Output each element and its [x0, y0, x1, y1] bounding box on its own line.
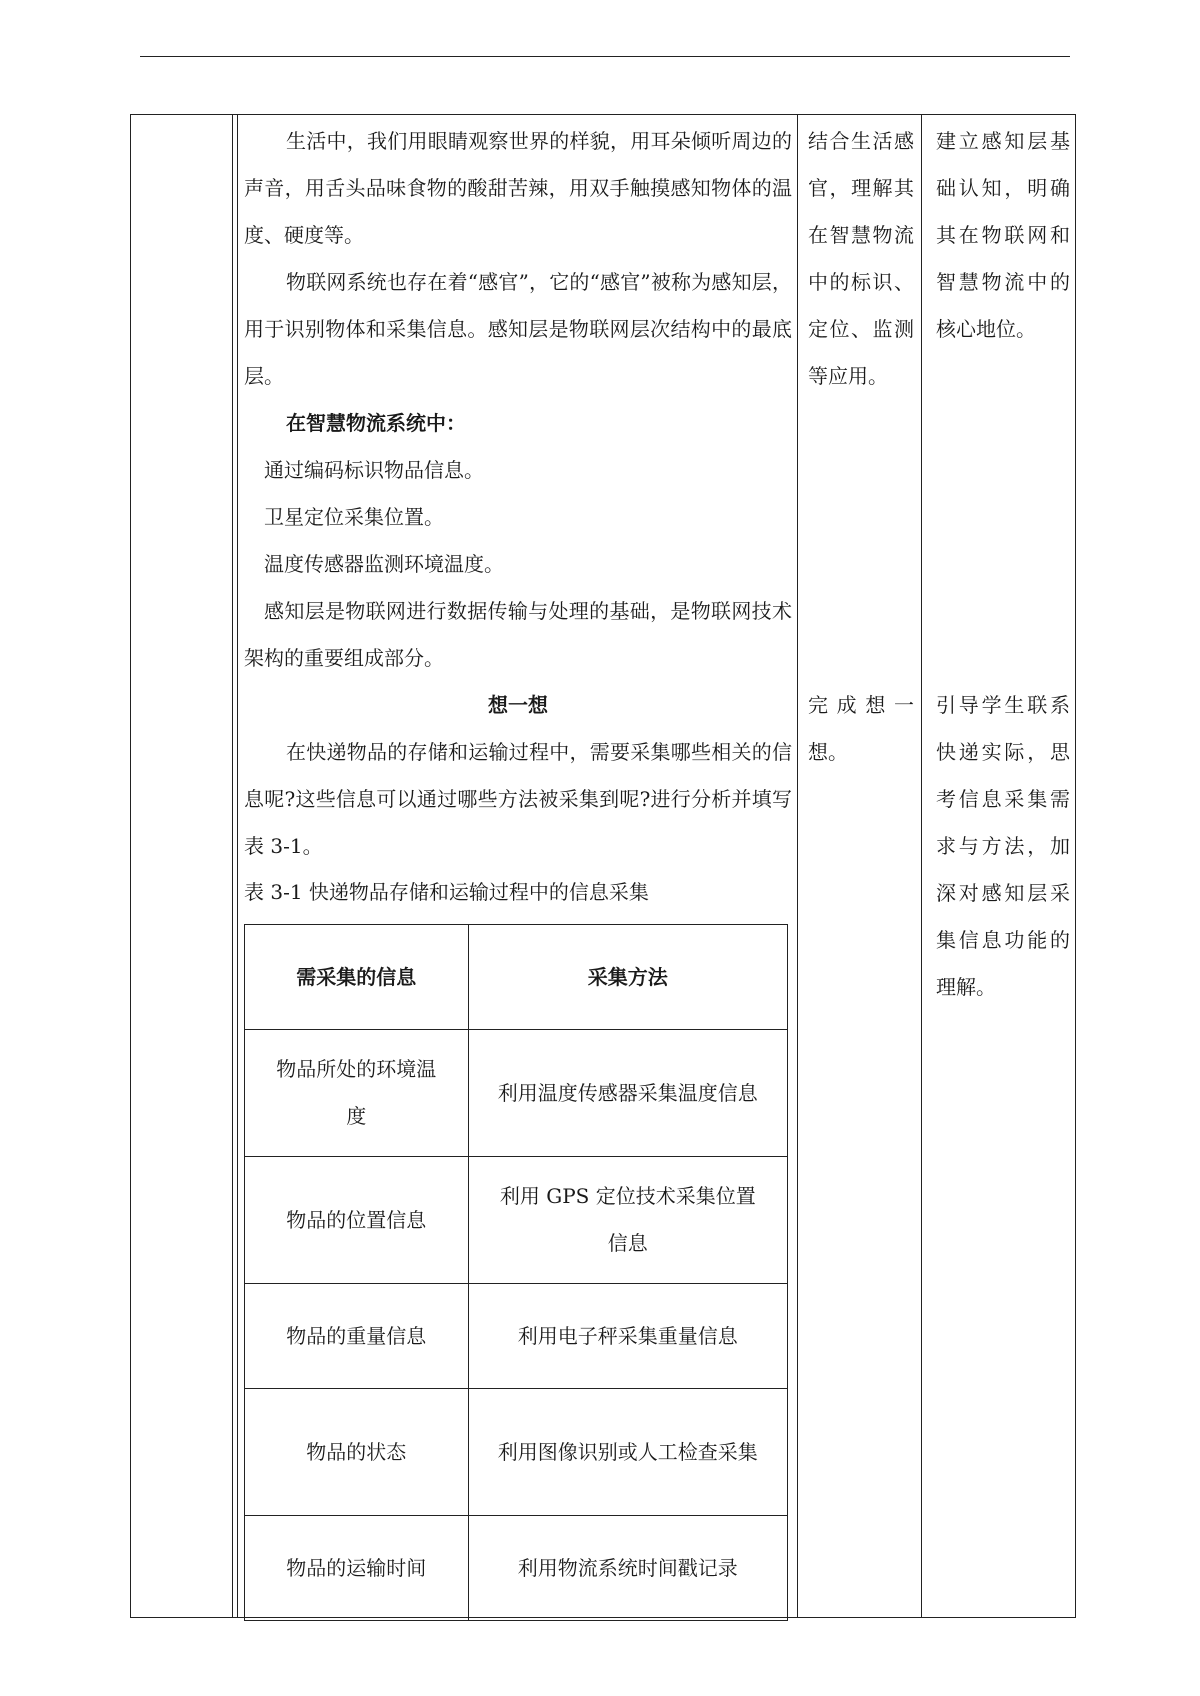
- table-row: [245, 1389, 788, 1516]
- satellite-line: 卫星定位采集位置。: [264, 505, 444, 529]
- column-divider-2: [237, 114, 238, 1618]
- table-header-row: [245, 925, 788, 1030]
- header-info: 需采集的信息: [245, 925, 469, 1030]
- perception-layer-paragraph: 物联网系统也存在着“感官”，它的“感官”被称为感知层，用于识别物体和采集信息。感知层是物联网层次结构中的最底层。: [244, 270, 792, 388]
- design-intent-column: [936, 118, 1070, 1011]
- intent-text-2: 引导学生联系快递实际，思考信息采集需求与方法，加深对感知层采集信息功能的理解。: [936, 693, 1070, 999]
- info-cell: 物品的运输时间: [245, 1516, 469, 1621]
- think-heading: 想一想: [488, 693, 548, 717]
- header-rule: [140, 56, 1070, 57]
- column-divider-1: [232, 114, 233, 1618]
- info-collection-table: [244, 924, 788, 1621]
- teaching-content-column: [244, 118, 792, 910]
- info-cell: 物品的状态: [245, 1389, 469, 1516]
- system-heading: 在智慧物流系统中：: [286, 411, 466, 435]
- sensor-line: 温度传感器监测环境温度。: [264, 552, 504, 576]
- method-cell: 利用图像识别或人工检查采集: [468, 1389, 787, 1516]
- info-cell: 物品所处的环境温度: [245, 1030, 469, 1157]
- info-cell: 物品的重量信息: [245, 1284, 469, 1389]
- table-caption: 表 3-1 快递物品存储和运输过程中的信息采集: [244, 880, 649, 904]
- coding-line: 通过编码标识物品信息。: [264, 458, 484, 482]
- table-row: [245, 1516, 788, 1621]
- column-divider-4: [921, 114, 922, 1618]
- activity-text-2: 完成想一想。: [808, 693, 914, 764]
- table-row: [245, 1030, 788, 1157]
- table-row: [245, 1157, 788, 1284]
- header-method: 采集方法: [468, 925, 787, 1030]
- foundation-paragraph: 感知层是物联网进行数据传输与处理的基础，是物联网技术架构的重要组成部分。: [244, 599, 792, 670]
- table-row: [245, 1284, 788, 1389]
- method-cell: 利用物流系统时间戳记录: [468, 1516, 787, 1621]
- intro-paragraph: 生活中，我们用眼睛观察世界的样貌，用耳朵倾听周边的声音，用舌头品味食物的酸甜苦辣，用双手触摸感知物体的温度、硬度等。: [244, 129, 792, 247]
- method-cell: 利用 GPS 定位技术采集位置信息: [468, 1157, 787, 1284]
- column-divider-3: [797, 114, 798, 1618]
- intent-text-1: 建立感知层基础认知，明确其在物联网和智慧物流中的核心地位。: [936, 129, 1070, 341]
- info-cell: 物品的位置信息: [245, 1157, 469, 1284]
- method-cell: 利用温度传感器采集温度信息: [468, 1030, 787, 1157]
- method-cell: 利用电子秤采集重量信息: [468, 1284, 787, 1389]
- think-paragraph: 在快递物品的存储和运输过程中，需要采集哪些相关的信息呢?这些信息可以通过哪些方法被采集到呢?进行分析并填写表 3-1。: [244, 740, 792, 858]
- student-activity-column: [808, 118, 914, 776]
- activity-text-1: 结合生活感官，理解其在智慧物流中的标识、定位、监测等应用。: [808, 129, 914, 388]
